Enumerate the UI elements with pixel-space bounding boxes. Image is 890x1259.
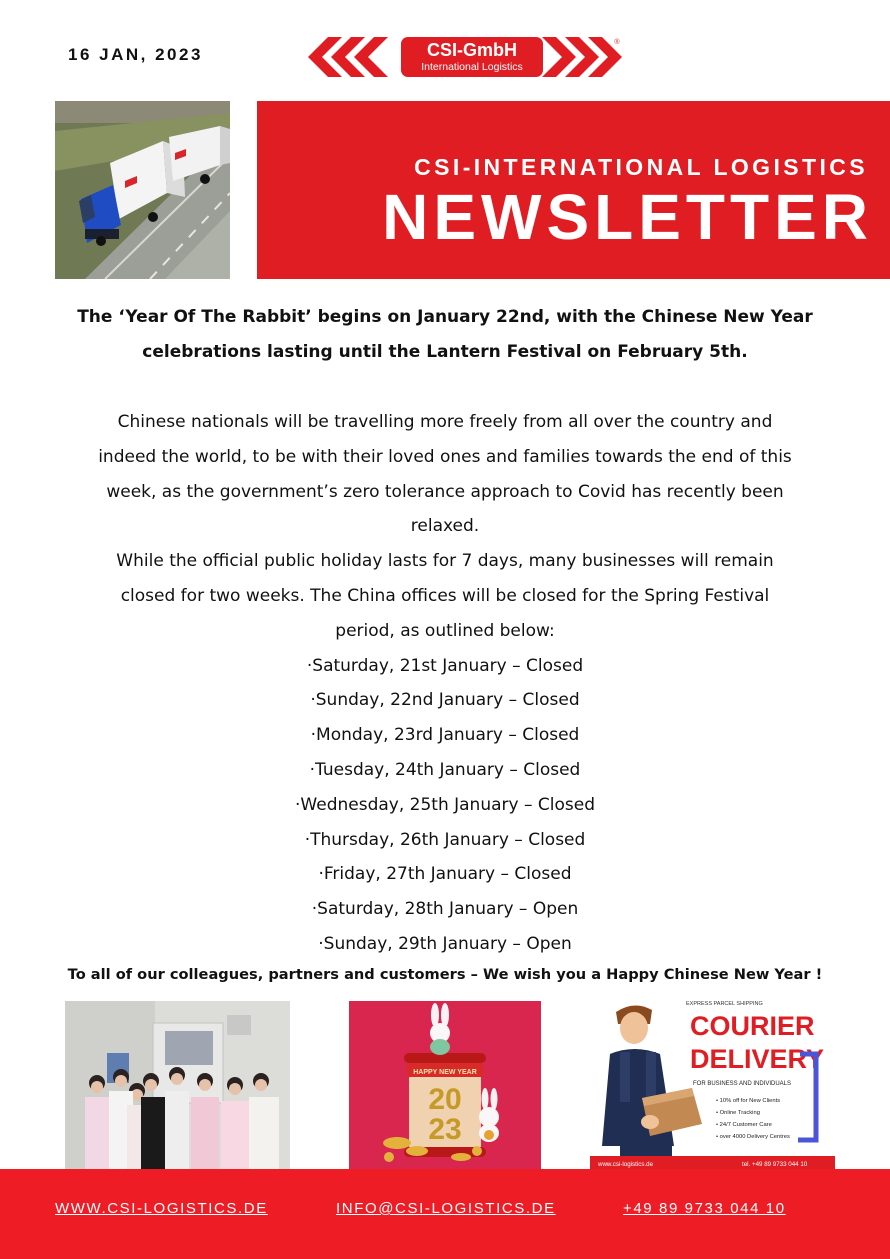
- paragraph-line: relaxed.: [410, 516, 480, 537]
- schedule-item: ·Sunday, 29th January – Open: [318, 933, 572, 954]
- travel-paragraph: [20, 405, 870, 544]
- ad-bullet: • 10% off for New Clients: [716, 1098, 781, 1104]
- schedule-item: ·Sunday, 22nd January – Closed: [310, 690, 580, 711]
- newsletter-date: 16 JAN, 2023: [68, 45, 203, 64]
- ad-bullet: • 24/7 Customer Care: [716, 1122, 772, 1128]
- schedule-item: ·Thursday, 26th January – Closed: [304, 829, 586, 850]
- article-body: [20, 300, 870, 962]
- email-link[interactable]: INFO@CSI-LOGISTICS.DE: [336, 1200, 556, 1217]
- team-photo: [65, 1001, 290, 1169]
- lead-paragraph: [20, 300, 870, 369]
- paragraph-line: While the official public holiday lasts for 7 days, many businesses will remain: [116, 551, 774, 572]
- paragraph-line: week, as the government’s zero tolerance approach to Covid has recently been: [106, 481, 784, 502]
- ad-url: www.csi-logistics.de: [598, 1161, 654, 1168]
- company-logo: [306, 36, 624, 78]
- left-chevron-icons: [308, 37, 388, 77]
- schedule-item: ·Monday, 23rd January – Closed: [310, 725, 580, 746]
- office-schedule-list: [20, 649, 870, 962]
- paragraph-line: indeed the world, to be with their loved ones and families towards the end of this: [98, 446, 792, 467]
- website-link[interactable]: WWW.CSI-LOGISTICS.DE: [55, 1200, 268, 1217]
- card-year-bottom: 23: [428, 1113, 462, 1146]
- right-chevron-icons: [542, 37, 622, 77]
- ad-phone: tel. +49 89 9733 044 10: [742, 1161, 808, 1168]
- ad-headline-courier: COURIER: [690, 1011, 815, 1041]
- schedule-item: ·Saturday, 21st January – Closed: [306, 655, 584, 676]
- paragraph-line: Chinese nationals will be travelling more freely from all over the country and: [117, 412, 773, 432]
- new-year-rabbit-image: [349, 1001, 541, 1169]
- schedule-item: ·Tuesday, 24th January – Closed: [309, 759, 581, 780]
- card-banner-text: HAPPY NEW YEAR: [413, 1069, 477, 1076]
- truck-photo: [55, 101, 230, 279]
- holiday-paragraph: [20, 544, 870, 648]
- newsletter-banner: [257, 101, 890, 279]
- paragraph-line: closed for two weeks. The China offices will be closed for the Spring Festival: [120, 585, 770, 606]
- ad-tagline: FOR BUSINESS AND INDIVIDUALS: [693, 1081, 792, 1087]
- banner-subtitle: CSI-INTERNATIONAL LOGISTICS: [414, 154, 868, 180]
- footer-bar: [0, 1169, 890, 1259]
- card-year-top: 20: [428, 1083, 462, 1116]
- registered-mark: ®: [614, 39, 620, 46]
- closing-greeting: To all of our colleagues, partners and customers – We wish you a Happy Chinese New Year !: [67, 966, 823, 983]
- schedule-item: ·Saturday, 28th January – Open: [311, 899, 579, 920]
- lead-line: The ‘Year Of The Rabbit’ begins on January 22nd, with the Chinese New Year: [77, 307, 813, 327]
- logo-tagline: International Logistics: [421, 61, 523, 73]
- ad-bullet: • over 4000 Delivery Centres: [716, 1134, 790, 1140]
- schedule-item: ·Friday, 27th January – Closed: [318, 864, 572, 885]
- banner-title: NEWSLETTER: [382, 181, 873, 253]
- courier-delivery-ad: [590, 996, 835, 1169]
- phone-link[interactable]: +49 89 9733 044 10: [623, 1200, 786, 1217]
- schedule-item: ·Wednesday, 25th January – Closed: [295, 794, 595, 815]
- ad-bullet: • Online Tracking: [716, 1110, 760, 1116]
- lead-line: celebrations lasting until the Lantern Festival on February 5th.: [142, 341, 748, 362]
- ad-kicker: EXPRESS PARCEL SHIPPING: [686, 1001, 763, 1007]
- ad-headline-delivery: DELIVERY: [690, 1044, 825, 1074]
- paragraph-line: period, as outlined below:: [335, 620, 555, 641]
- logo-name: CSI-GmbH: [427, 40, 517, 60]
